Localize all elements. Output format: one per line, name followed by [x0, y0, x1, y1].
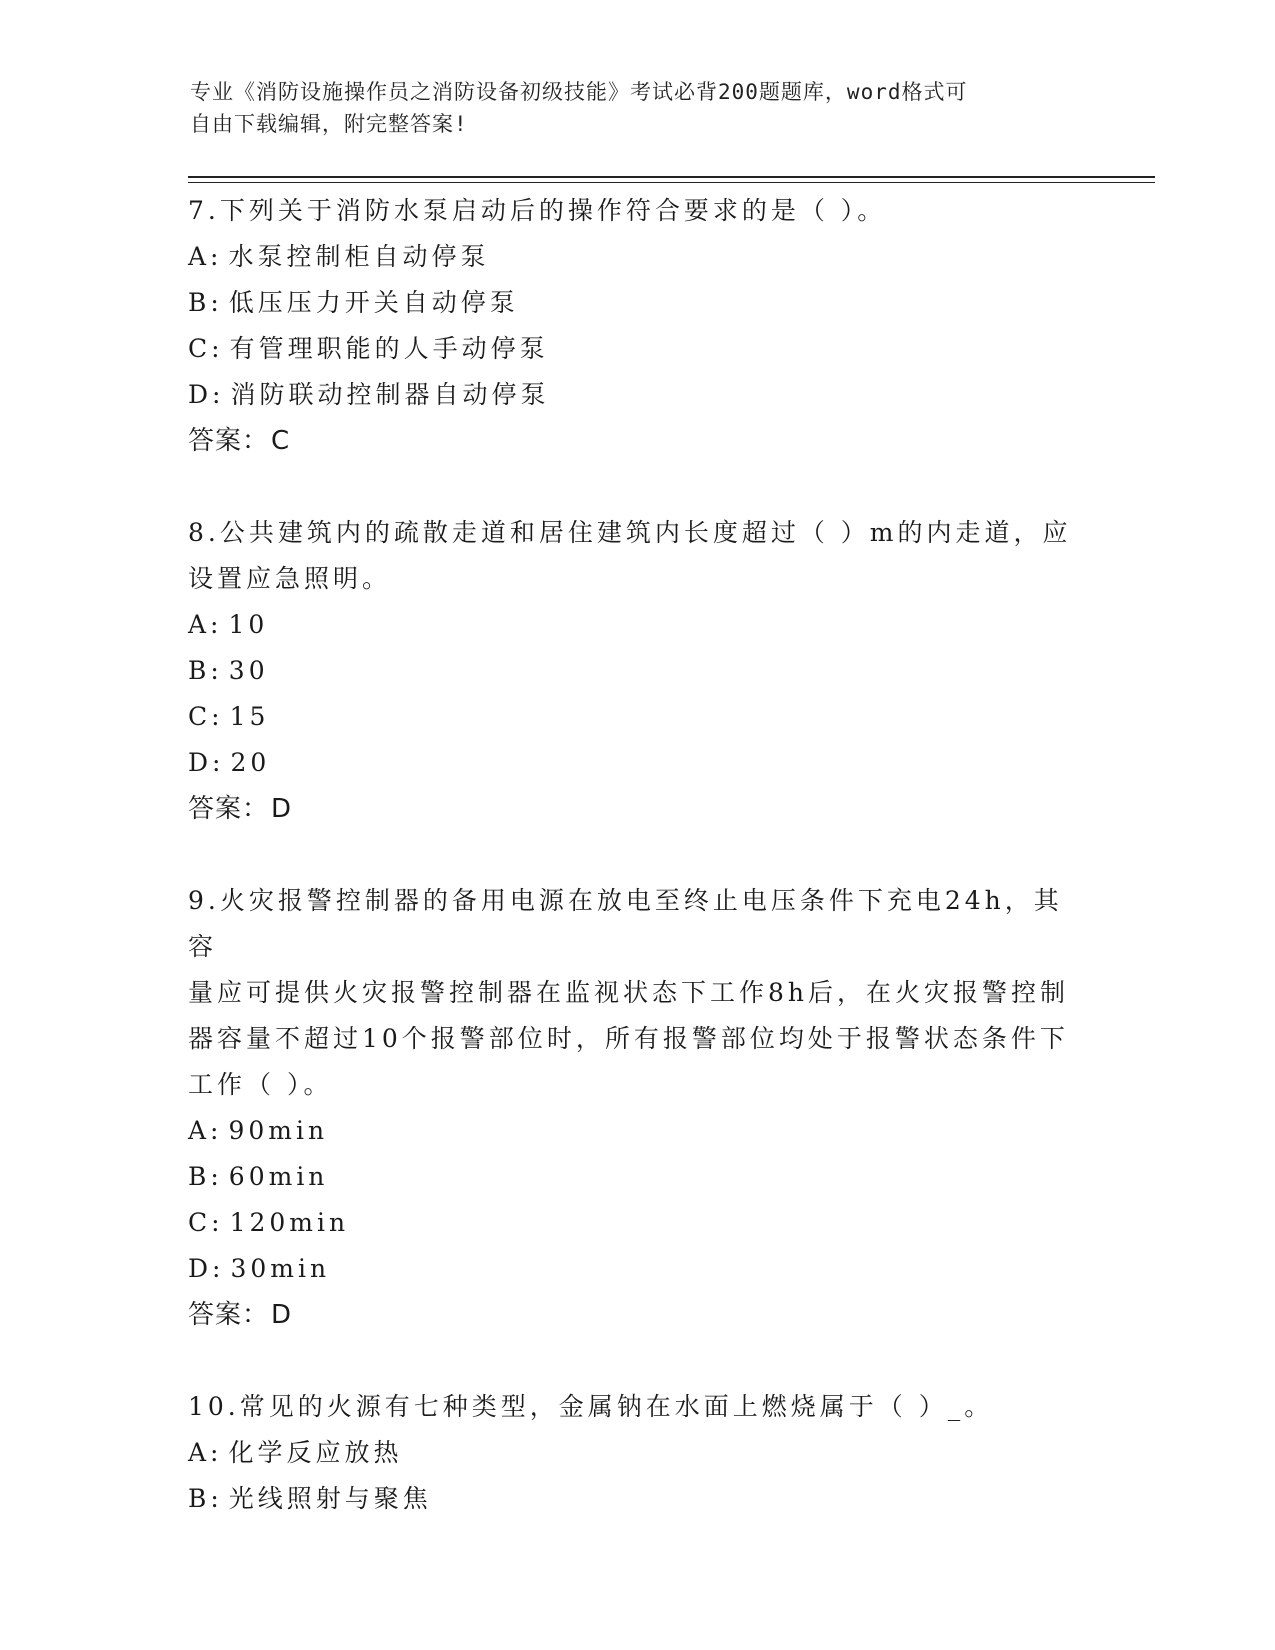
question-stem-line: 量应可提供火灾报警控制器在监视状态下工作8h后，在火灾报警控制: [188, 978, 1070, 1007]
answer-option: [188, 1246, 1088, 1292]
question-item: [188, 878, 1088, 1338]
answer-option: [188, 740, 1088, 786]
option-letter: D:: [188, 748, 225, 777]
question-stem-line: 工作（ ）。: [188, 1070, 333, 1099]
answer-label: 答案：: [188, 426, 270, 456]
answer-option: [188, 234, 1088, 280]
option-text: 120min: [229, 1208, 350, 1237]
option-letter: B:: [188, 1162, 223, 1191]
answer-label: 答案：: [188, 1300, 270, 1330]
correct-answer: [188, 1292, 1088, 1338]
option-text: 消防联动控制器自动停泵: [230, 380, 550, 409]
option-text: 光线照射与聚焦: [228, 1484, 432, 1513]
answer-option: [188, 372, 1088, 418]
correct-answer: [188, 418, 1088, 464]
question-stem-line: 7.下列关于消防水泵启动后的操作符合要求的是（ ）。: [188, 196, 887, 225]
question-stem-line: 设置应急照明。: [188, 564, 392, 593]
option-text: 90min: [228, 1116, 329, 1145]
answer-option: [188, 1476, 1088, 1522]
question-list: [188, 188, 1088, 1568]
option-letter: A:: [188, 1116, 223, 1145]
option-letter: B:: [188, 1484, 223, 1513]
answer-option: [188, 694, 1088, 740]
correct-answer: [188, 786, 1088, 832]
option-text: 30: [228, 656, 269, 685]
option-text: 有管理职能的人手动停泵: [229, 334, 549, 363]
option-letter: A:: [188, 610, 223, 639]
option-letter: D:: [188, 380, 225, 409]
option-text: 低压压力开关自动停泵: [228, 288, 519, 317]
question-item: [188, 188, 1088, 464]
option-letter: C:: [188, 334, 224, 363]
question-stem-line: 8.公共建筑内的疏散走道和居住建筑内长度超过（ ）m的内走道，应: [188, 518, 1072, 547]
answer-label: 答案：: [188, 794, 270, 824]
question-stem-line: 器容量不超过10个报警部位时，所有报警部位均处于报警状态条件下: [188, 1024, 1069, 1053]
option-text: 30min: [230, 1254, 331, 1283]
option-text: 10: [228, 610, 269, 639]
answer-value: C: [271, 426, 291, 456]
answer-value: D: [271, 1300, 293, 1330]
answer-option: [188, 326, 1088, 372]
question-stem-line: 10.常见的火源有七种类型，金属钠在水面上燃烧属于（ ）_。: [188, 1392, 994, 1421]
header-divider-thin: [188, 182, 1155, 183]
option-letter: B:: [188, 656, 223, 685]
option-text: 水泵控制柜自动停泵: [228, 242, 490, 271]
header-divider-thick: [188, 176, 1155, 178]
answer-option: [188, 602, 1088, 648]
option-text: 60min: [228, 1162, 329, 1191]
header-line-2: 自由下载编辑，附完整答案!: [190, 112, 468, 136]
option-letter: D:: [188, 1254, 225, 1283]
question-item: [188, 510, 1088, 832]
option-text: 化学反应放热: [228, 1438, 403, 1467]
answer-option: [188, 648, 1088, 694]
option-letter: C:: [188, 702, 224, 731]
header-line-1: 专业《消防设施操作员之消防设备初级技能》考试必背200题题库，word格式可: [190, 80, 968, 104]
option-letter: A:: [188, 1438, 223, 1467]
answer-option: [188, 280, 1088, 326]
option-letter: C:: [188, 1208, 224, 1237]
document-header: [190, 76, 1070, 140]
option-text: 15: [229, 702, 270, 731]
answer-value: D: [271, 794, 293, 824]
answer-option: [188, 1430, 1088, 1476]
answer-option: [188, 1108, 1088, 1154]
answer-option: [188, 1200, 1088, 1246]
option-letter: A:: [188, 242, 223, 271]
question-item: [188, 1384, 1088, 1522]
option-letter: B:: [188, 288, 223, 317]
question-stem-line: 9.火灾报警控制器的备用电源在放电至终止电压条件下充电24h，其容: [188, 886, 1063, 961]
answer-option: [188, 1154, 1088, 1200]
option-text: 20: [230, 748, 271, 777]
